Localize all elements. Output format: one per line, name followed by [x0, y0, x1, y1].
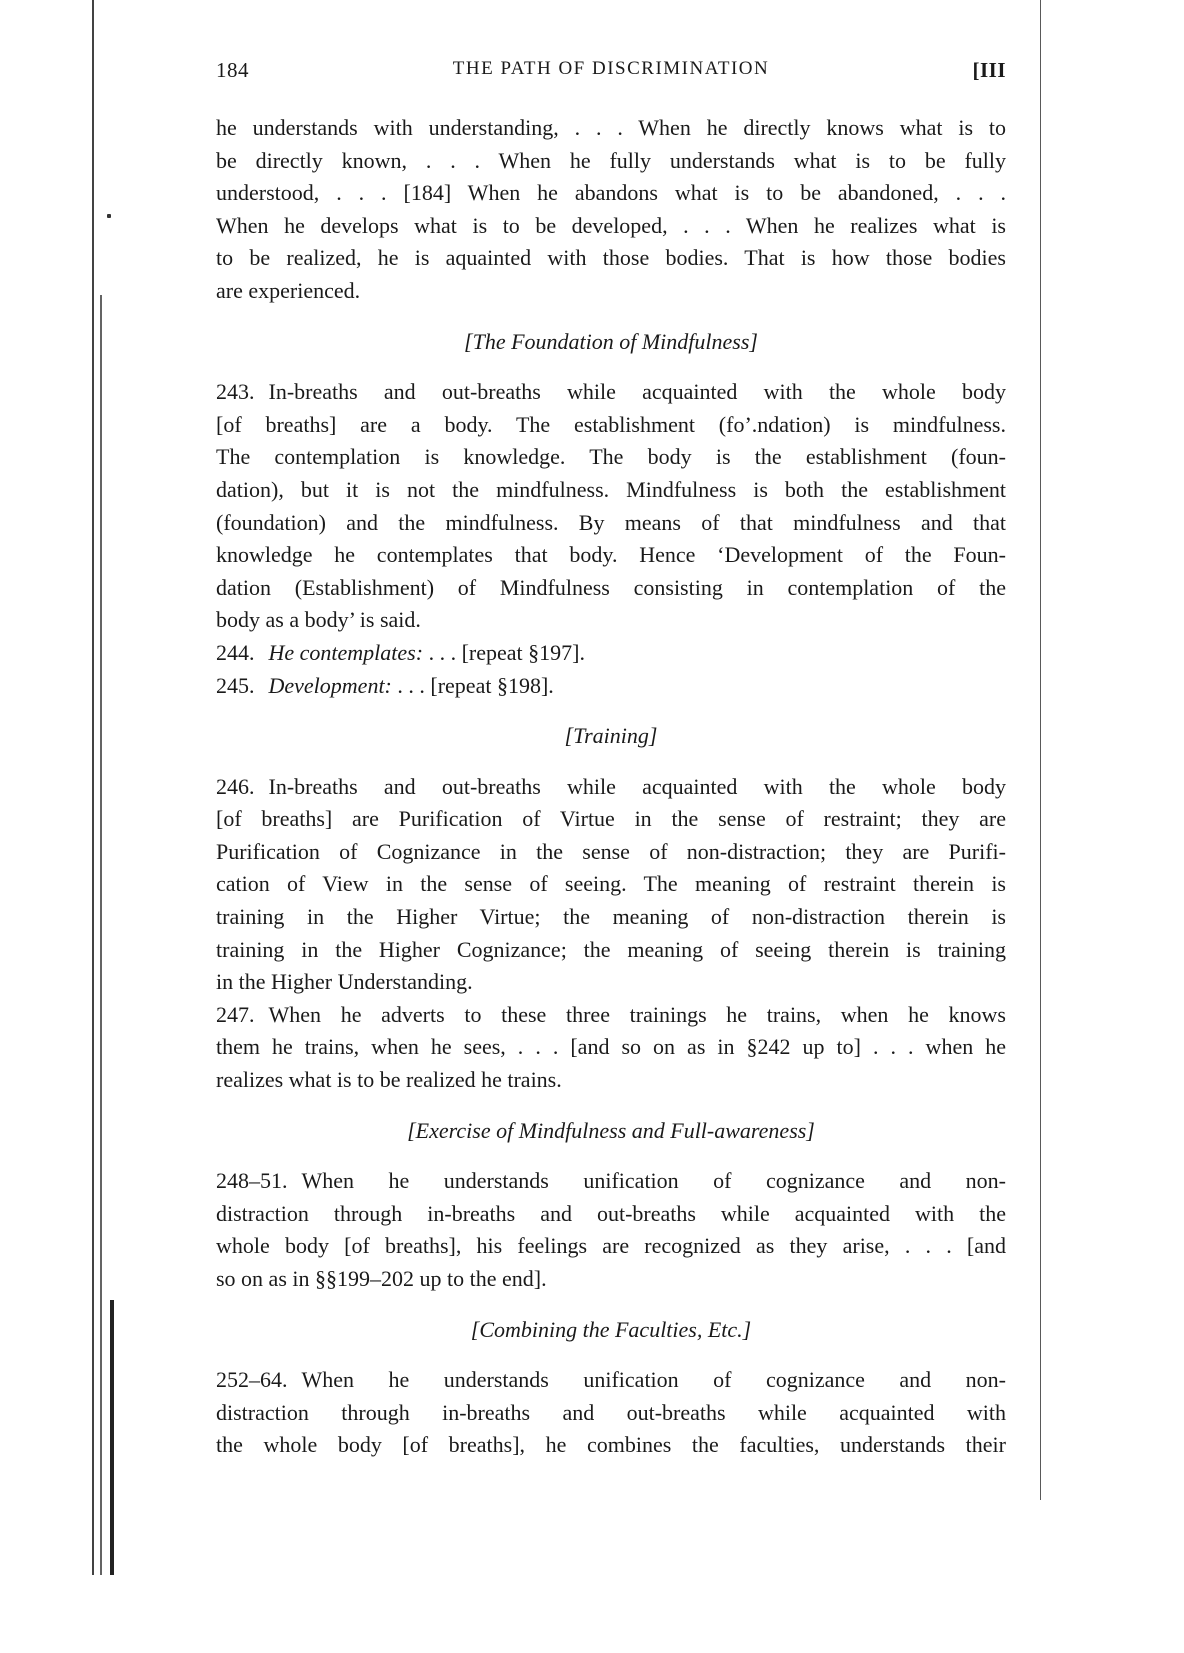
paragraph-number: 245. — [216, 672, 255, 698]
text-line — [216, 409, 1006, 442]
line-text: [of breaths] are a body. The establishment (fo’.ndation) is mindfulness. — [216, 411, 1006, 437]
paragraph — [216, 999, 1006, 1097]
numbered-item — [216, 670, 1006, 703]
text-line — [216, 474, 1006, 507]
text-line — [216, 210, 1006, 243]
paragraph — [216, 1165, 1006, 1295]
scan-speck — [107, 214, 111, 218]
text-line — [216, 507, 1006, 540]
line-text: be directly known, . . . When he fully understands what is to be fully — [216, 147, 1006, 173]
line-text: [of breaths] are Purification of Virtue in the sense of restraint; they are — [216, 806, 1006, 832]
text-line — [216, 441, 1006, 474]
line-text: dation), but it is not the mindfulness. Mindfulness is both the establishment — [216, 476, 1006, 502]
text-line — [216, 572, 1006, 605]
scan-binding-line — [100, 295, 102, 1575]
line-text: dation (Establishment) of Mindfulness consisting in contemplation of the — [216, 574, 1006, 600]
text-line — [216, 1198, 1006, 1231]
paragraph-number: 252–64. — [216, 1367, 288, 1393]
text-line — [216, 999, 1006, 1032]
line-text: the whole body [of breaths], he combines the faculties, understands their — [216, 1432, 1006, 1458]
item-text: . . . [repeat §198]. — [391, 672, 554, 698]
line-text: The contemplation is knowledge. The body is the establishment (foun- — [216, 444, 1006, 470]
page-body — [216, 112, 1006, 1462]
line-text: distraction through in-breaths and out-breaths while acquainted with the — [216, 1200, 1006, 1226]
line-text: body as a body’ is said. — [216, 607, 421, 633]
line-text: in the Higher Understanding. — [216, 969, 473, 995]
line-text: so on as in §§199–202 up to the end]. — [216, 1266, 547, 1291]
line-text: Purification of Cognizance in the sense of non-distraction; they are Purifi- — [216, 838, 1006, 864]
paragraph-number: 246. — [216, 773, 255, 799]
paragraph — [216, 771, 1006, 999]
paragraph — [216, 112, 1006, 308]
line-text: to be realized, he is aquainted with those bodies. That is how those bodies — [216, 245, 1006, 271]
chapter-marker: [III — [972, 58, 1006, 82]
item-text: . . . [repeat §197]. — [423, 639, 585, 665]
line-text: realizes what is to be realized he trains. — [216, 1067, 562, 1093]
running-title: THE PATH OF DISCRIMINATION — [452, 58, 770, 79]
line-text: cation of View in the sense of seeing. The meaning of restraint therein is — [216, 871, 1006, 897]
line-text: (foundation) and the mindfulness. By means of that mindfulness and that — [216, 509, 1006, 535]
paragraph-number: 247. — [216, 1001, 255, 1027]
text-line — [216, 1364, 1006, 1397]
text-line — [216, 112, 1006, 145]
line-text: When he understands unification of cognizance and non- — [301, 1367, 1006, 1393]
section-heading: [Combining the Faculties, Etc.] — [470, 1316, 752, 1342]
text-line — [216, 1429, 1006, 1462]
line-text: When he understands unification of cognizance and non- — [301, 1168, 1006, 1194]
section-heading: [Training] — [564, 723, 658, 749]
line-text: training in the Higher Cognizance; the meaning of seeing therein is training — [216, 936, 1006, 962]
text-line — [216, 1165, 1006, 1198]
line-text: In-breaths and out-breaths while acquainted with the whole body — [268, 379, 1006, 405]
text-line — [216, 1064, 1006, 1097]
text-line — [216, 1263, 1006, 1296]
paragraph — [216, 1364, 1006, 1462]
text-line — [216, 177, 1006, 210]
line-text: training in the Higher Virtue; the meaning of non-distraction therein is — [216, 904, 1006, 930]
paragraph-number: 248–51. — [216, 1168, 288, 1194]
text-line — [216, 901, 1006, 934]
text-line — [216, 1397, 1006, 1430]
paragraph-number: 243. — [216, 379, 255, 405]
text-line — [216, 868, 1006, 901]
line-text: distraction through in-breaths and out-breaths while acquainted with — [216, 1399, 1006, 1425]
text-line — [216, 145, 1006, 178]
line-text: When he develops what is to be developed, . . . When he realizes what is — [216, 212, 1006, 238]
line-text: knowledge he contemplates that body. Hence ‘Development of the Foun- — [216, 542, 1006, 568]
paragraph — [216, 376, 1006, 637]
text-line — [216, 836, 1006, 869]
scan-binding-line — [110, 1300, 114, 1575]
line-text: In-breaths and out-breaths while acquainted with the whole body — [268, 773, 1006, 799]
line-text: When he adverts to these three trainings he trains, when he knows — [268, 1001, 1006, 1027]
section-heading: [Exercise of Mindfulness and Full-awareness] — [407, 1117, 815, 1143]
text-line — [216, 376, 1006, 409]
scan-binding-line — [92, 0, 94, 1575]
item-term: He contemplates: — [268, 639, 424, 665]
line-text: them he trains, when he sees, . . . [and so on as in §242 up to] . . . when he — [216, 1034, 1006, 1060]
line-text: he understands with understanding, . . . When he directly knows what is to — [216, 115, 1006, 140]
text-line — [216, 803, 1006, 836]
page-number: 184 — [216, 58, 249, 82]
text-line — [216, 771, 1006, 804]
text-line — [216, 1031, 1006, 1064]
scan-edge-line — [1040, 0, 1041, 1500]
line-text: understood, . . . [184] When he abandons what is to be abandoned, . . . — [216, 180, 1006, 206]
running-head — [216, 58, 1006, 88]
text-line — [216, 966, 1006, 999]
item-term: Development: — [268, 672, 392, 698]
text-line — [216, 934, 1006, 967]
line-text: whole body [of breaths], his feelings are recognized as they arise, . . . [and — [216, 1233, 1006, 1259]
line-text: are experienced. — [216, 277, 361, 303]
text-line — [216, 1230, 1006, 1263]
text-line — [216, 539, 1006, 572]
paragraph-number: 244. — [216, 639, 255, 665]
text-line — [216, 242, 1006, 275]
text-line — [216, 275, 1006, 308]
text-line — [216, 604, 1006, 637]
numbered-item — [216, 637, 1006, 670]
section-heading: [The Foundation of Mindfulness] — [464, 328, 758, 354]
